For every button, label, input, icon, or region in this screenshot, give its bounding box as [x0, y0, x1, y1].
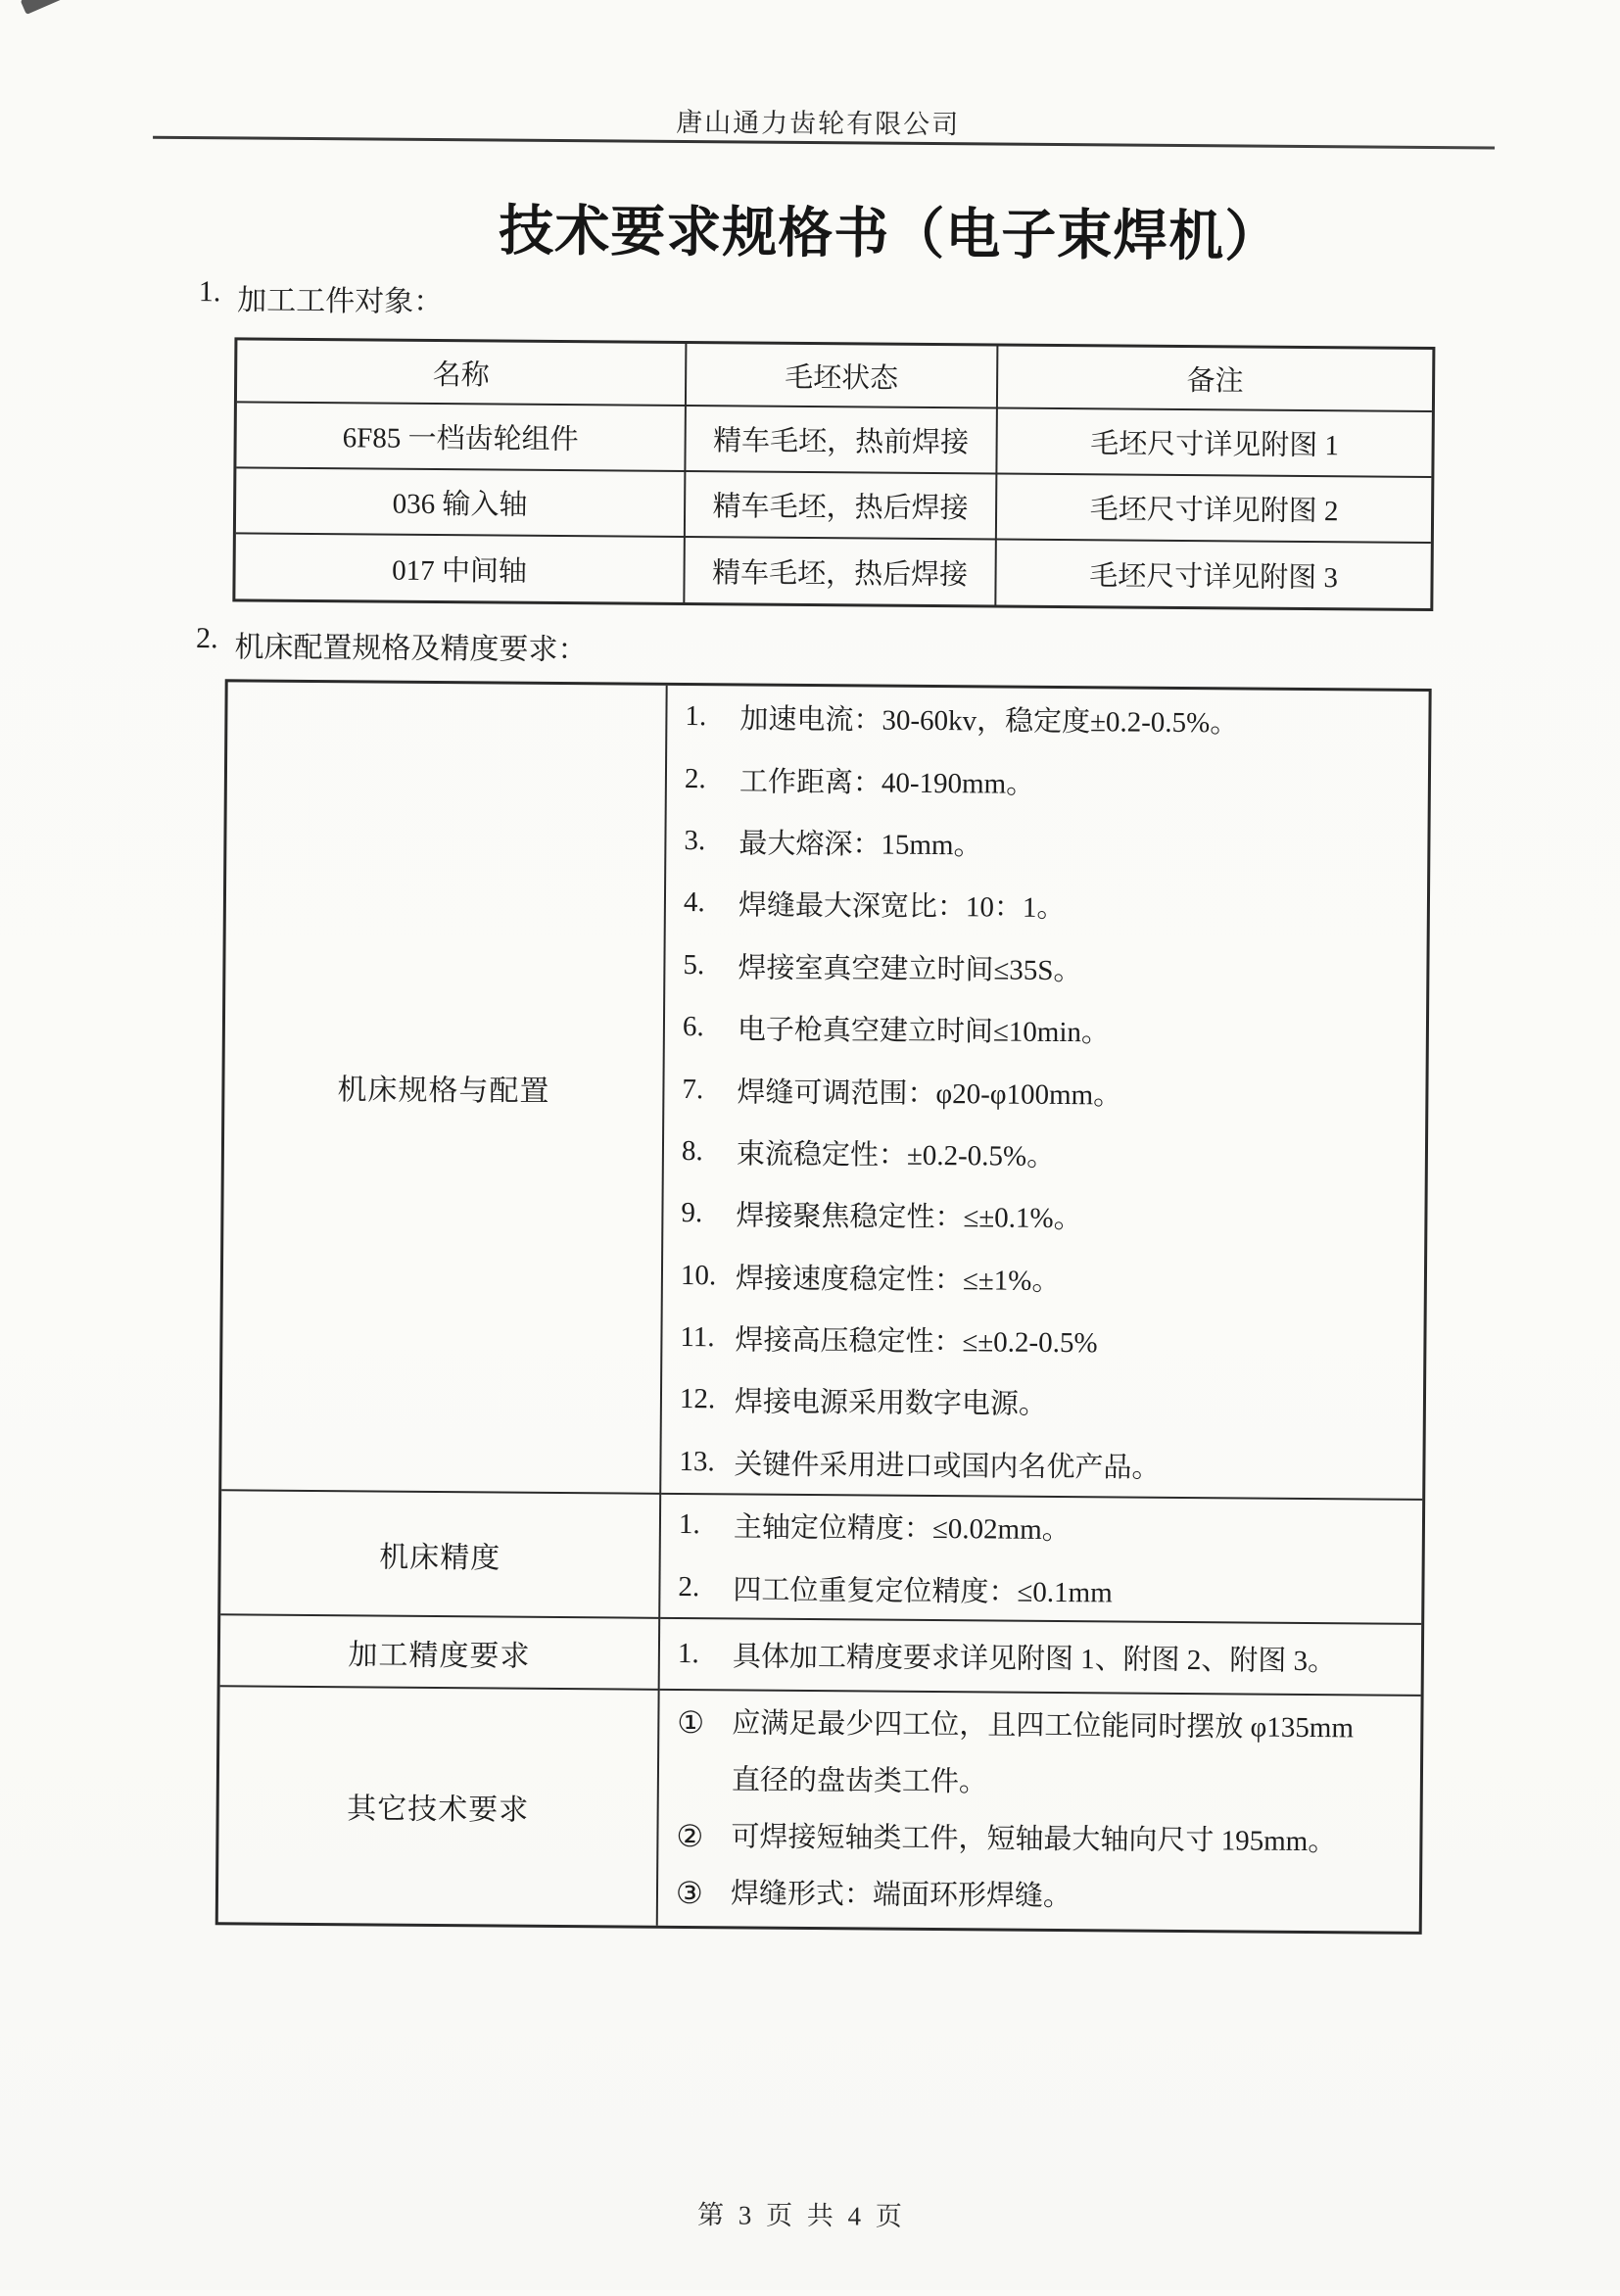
spec-item	[677, 1695, 1413, 1814]
row-label-machine-config: 机床规格与配置	[221, 682, 667, 1495]
spec-item	[679, 1431, 1414, 1499]
table-cell: 精车毛坯，热前焊接	[686, 407, 998, 474]
machine-config-list	[661, 686, 1428, 1501]
item-marker: 1.	[677, 1637, 699, 1670]
item-marker: 2.	[684, 762, 706, 794]
item-marker: 6.	[682, 1011, 704, 1043]
item-marker: 12.	[679, 1383, 716, 1415]
spec-item	[685, 747, 1420, 815]
item-marker: ③	[675, 1875, 703, 1911]
item-marker: 10.	[680, 1259, 717, 1291]
item-marker: 1.	[678, 1508, 700, 1541]
item-text: 可焊接短轴类工件，短轴最大轴向尺寸 195mm。	[731, 1821, 1337, 1858]
item-text: 关键件采用进口或国内名优产品。	[734, 1449, 1161, 1484]
item-marker: 11.	[680, 1321, 715, 1354]
item-text: 主轴定位精度：≤0.02mm。	[733, 1511, 1071, 1547]
spec-item	[684, 810, 1419, 878]
item-text: 具体加工精度要求详见附图 1、附图 2、附图 3。	[732, 1641, 1337, 1678]
table-cell: 精车毛坯，热后焊接	[686, 472, 998, 540]
spec-item	[681, 1244, 1416, 1312]
table-cell: 036 输入轴	[236, 468, 687, 538]
row-label-other-requirements: 其它技术要求	[218, 1687, 660, 1926]
item-marker: 9.	[681, 1197, 703, 1229]
item-text: 应满足最少四工位，且四工位能同时摆放 φ135mm 直径的盘齿类工件。	[731, 1707, 1355, 1798]
spec-item	[681, 1182, 1416, 1250]
table-cell: 毛坯尺寸详见附图 3	[1089, 559, 1339, 594]
item-marker: ①	[677, 1704, 705, 1741]
item-text: 焊缝最大深宽比：10：1。	[738, 889, 1066, 925]
section-title: 加工工件对象：	[237, 284, 444, 319]
row-label-machining-accuracy: 加工精度要求	[220, 1615, 661, 1691]
table-cell: 6F85 一档齿轮组件	[236, 403, 687, 472]
spec-item	[679, 1494, 1414, 1561]
item-marker: 13.	[679, 1445, 715, 1478]
item-marker: 5.	[683, 948, 705, 981]
spec-item	[685, 686, 1420, 753]
item-text: 加速电流：30-60kv，稳定度±0.2-0.5%。	[739, 703, 1239, 740]
item-text: 焊接速度稳定性：≤±1%。	[735, 1263, 1061, 1297]
spec-item	[676, 1808, 1411, 1871]
table-cell: 017 中间轴	[235, 534, 686, 602]
item-text: 焊接高压稳定性：≤±0.2-0.5%	[735, 1324, 1098, 1360]
page-number: 第 3 页 共 4 页	[696, 2200, 906, 2231]
item-marker: 7.	[682, 1073, 704, 1105]
spec-item	[680, 1307, 1415, 1374]
spec-item	[676, 1865, 1411, 1928]
page-title: 技术要求规格书（电子束焊机）	[499, 201, 1281, 268]
item-text: 最大熔深：15mm。	[739, 828, 982, 862]
company-header: 唐山通力齿轮有限公司	[676, 107, 961, 140]
section-heading-2	[196, 622, 588, 668]
item-text: 束流稳定性：±0.2-0.5%。	[736, 1138, 1056, 1172]
table-cell: 精车毛坯，热后焊接	[685, 538, 997, 604]
workpiece-table	[232, 337, 1435, 611]
spec-item	[678, 1623, 1413, 1691]
column-header: 备注	[998, 346, 1432, 411]
item-marker: ②	[676, 1818, 704, 1854]
row-label-machine-accuracy: 机床精度	[220, 1491, 661, 1619]
spec-item	[682, 1121, 1417, 1188]
spec-item	[678, 1555, 1413, 1623]
spec-item	[683, 934, 1418, 1002]
table-cell: 毛坯尺寸详见附图 1	[997, 408, 1432, 477]
scan-artifact	[21, 0, 84, 15]
column-header: 毛坯状态	[687, 344, 998, 408]
item-marker: 8.	[681, 1134, 703, 1168]
table-cell: 毛坯尺寸详见附图 2	[997, 474, 1432, 543]
item-text: 工作距离：40-190mm。	[739, 765, 1035, 800]
spec-item	[682, 1058, 1417, 1125]
item-marker: 1.	[685, 700, 707, 733]
section-number: 2.	[195, 622, 218, 655]
section-heading-1	[199, 275, 444, 320]
section-title: 机床配置规格及精度要求：	[234, 631, 588, 667]
spec-table	[215, 679, 1432, 1935]
item-marker: 3.	[684, 824, 706, 857]
item-text: 四工位重复定位精度：≤0.1mm	[733, 1574, 1113, 1609]
spec-item	[683, 996, 1418, 1064]
item-text: 电子枪真空建立时间≤10min。	[737, 1014, 1111, 1049]
item-text: 焊缝可调范围：φ20-φ100mm。	[737, 1076, 1122, 1111]
other-requirements-list	[658, 1691, 1421, 1932]
spec-item	[684, 872, 1419, 939]
section-number: 1.	[198, 275, 221, 309]
item-text: 焊缝形式：端面环形焊缝。	[730, 1878, 1072, 1913]
item-text: 焊接聚焦稳定性：≤±0.1%。	[736, 1200, 1082, 1235]
column-header: 名称	[237, 340, 687, 407]
machine-accuracy-list	[660, 1495, 1422, 1625]
item-marker: 4.	[683, 886, 705, 919]
spec-item	[680, 1368, 1415, 1436]
item-text: 焊接室真空建立时间≤35S。	[738, 952, 1082, 986]
item-text: 焊接电源采用数字电源。	[734, 1386, 1048, 1421]
machining-accuracy-list	[660, 1619, 1422, 1697]
item-marker: 2.	[678, 1570, 700, 1602]
